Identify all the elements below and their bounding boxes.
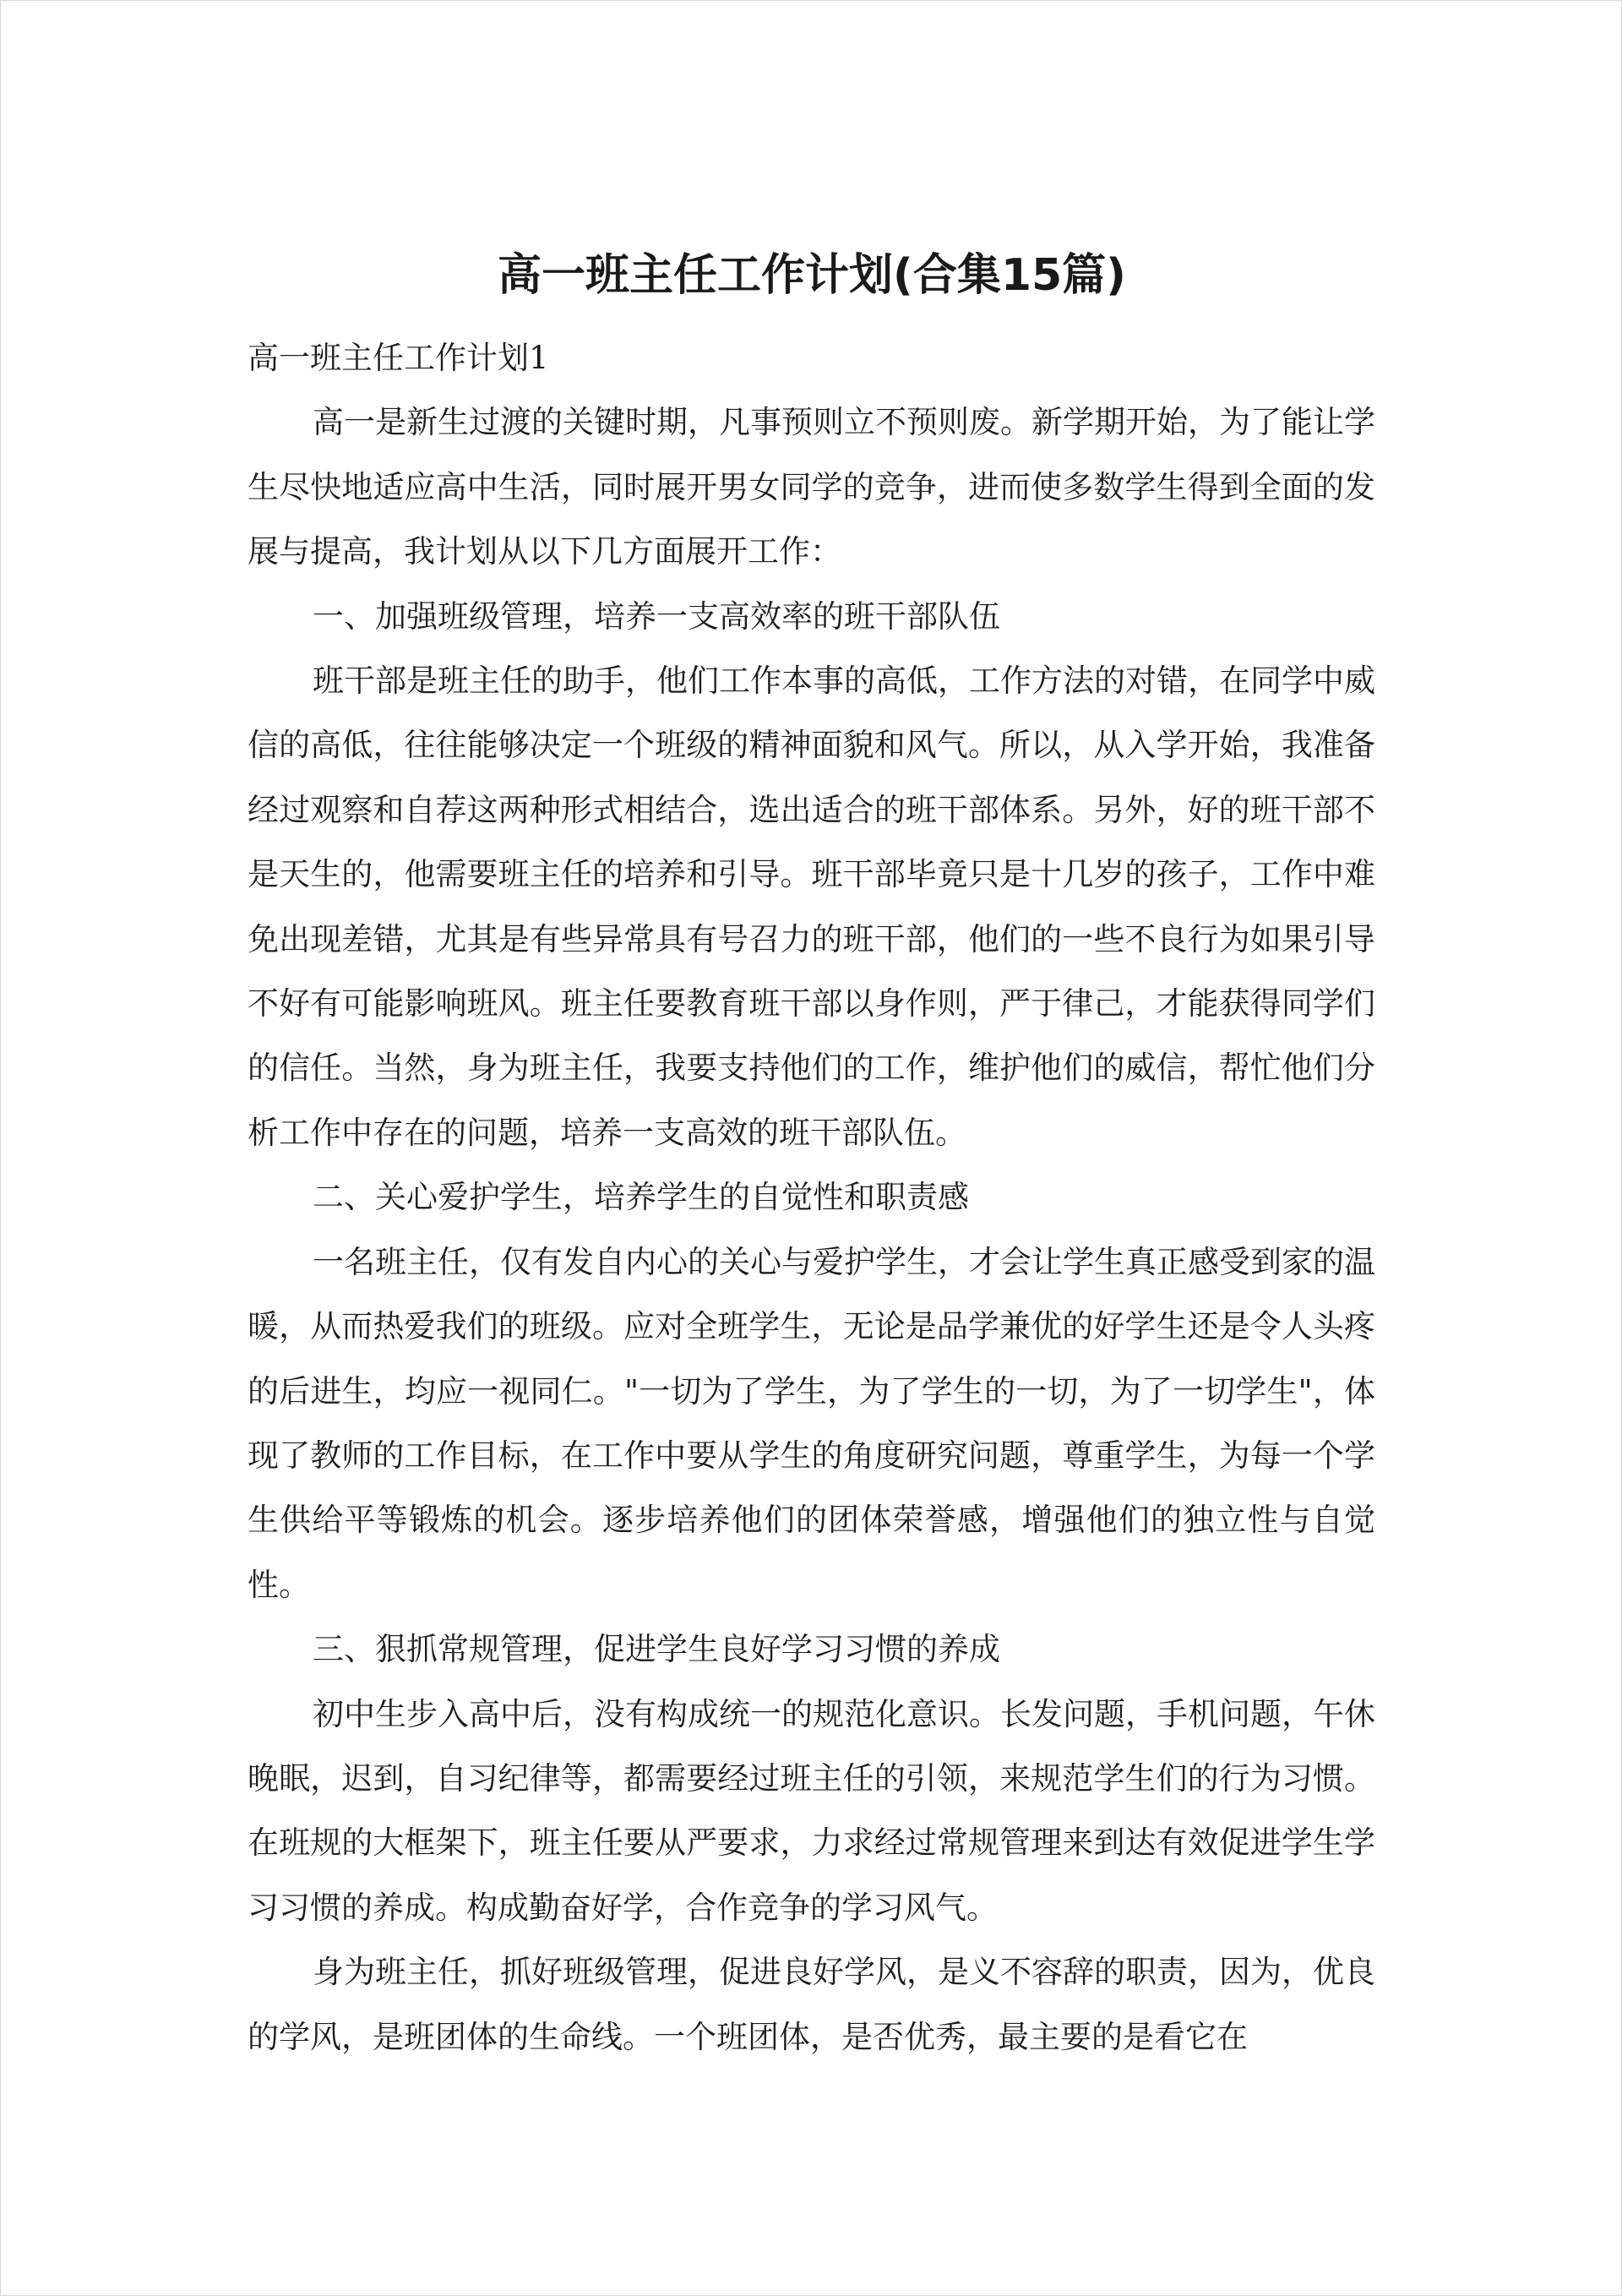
paragraph-intro: 高一是新生过渡的关键时期，凡事预则立不预则废。新学期开始，为了能让学生尽快地适应高中生活，同时展开男女同学的竞争，进而使多数学生得到全面的发展与提高，我计划从以下几方面展开工作：	[248, 404, 1375, 570]
document-title: 高一班主任工作计划(合集15篇)	[498, 250, 1126, 301]
paragraph-section-1: 班干部是班主任的助手，他们工作本事的高低，工作方法的对错，在同学中威信的高低，往往能够决定一个班级的精神面貌和风气。所以，从入学开始，我准备经过观察和自荐这两种形式相结合，选出适合的班干部体系。另外，好的班干部不是天生的，他需要班主任的培养和引导。班干部毕竟只是十几岁的孩子，工作中难免出现差错，尤其是有些异常具有号召力的班干部，他们的一些不良行为如果引导不好有可能影响班风。班主任要教育班干部以身作则，严于律己，才能获得同学们的信任。当然，身为班主任，我要支持他们的工作，维护他们的威信，帮忙他们分析工作中存在的问题，培养一支高效的班干部队伍。	[248, 663, 1375, 1151]
paragraph-closing: 身为班主任，抓好班级管理，促进良好学风，是义不容辞的职责，因为，优良的学风，是班团体的生命线。一个班团体，是否优秀，最主要的是看它在	[248, 1954, 1375, 2055]
paragraph-section-3: 初中生步入高中后，没有构成统一的规范化意识。长发问题，手机问题，午休晚眠，迟到，自习纪律等，都需要经过班主任的引领，来规范学生们的行为习惯。在班规的大框架下，班主任要从严要求，力求经过常规管理来到达有效促进学生学习习惯的养成。构成勤奋好学，合作竞争的学习风气。	[248, 1695, 1375, 1926]
heading-section-2: 二、关心爱护学生，培养学生的自觉性和职责感	[313, 1179, 969, 1216]
section-subtitle: 高一班主任工作计划1	[248, 340, 549, 376]
paragraph-section-2: 一名班主任，仅有发自内心的关心与爱护学生，才会让学生真正感受到家的温暖，从而热爱我们的班级。应对全班学生，无论是品学兼优的好学生还是令人头疼的后进生，均应一视同仁。"一切为了学生，为了学生的一切，为了一切学生"，体现了教师的工作目标，在工作中要从学生的角度研究问题，尊重学生，为每一个学生供给平等锻炼的机会。逐步培养他们的团体荣誉感，增强他们的独立性与自觉性。	[248, 1243, 1375, 1603]
heading-section-3: 三、狠抓常规管理，促进学生良好学习习惯的养成	[313, 1631, 1000, 1668]
heading-section-1: 一、加强班级管理，培养一支高效率的班干部队伍	[313, 597, 1000, 635]
document-body	[248, 326, 1375, 2070]
